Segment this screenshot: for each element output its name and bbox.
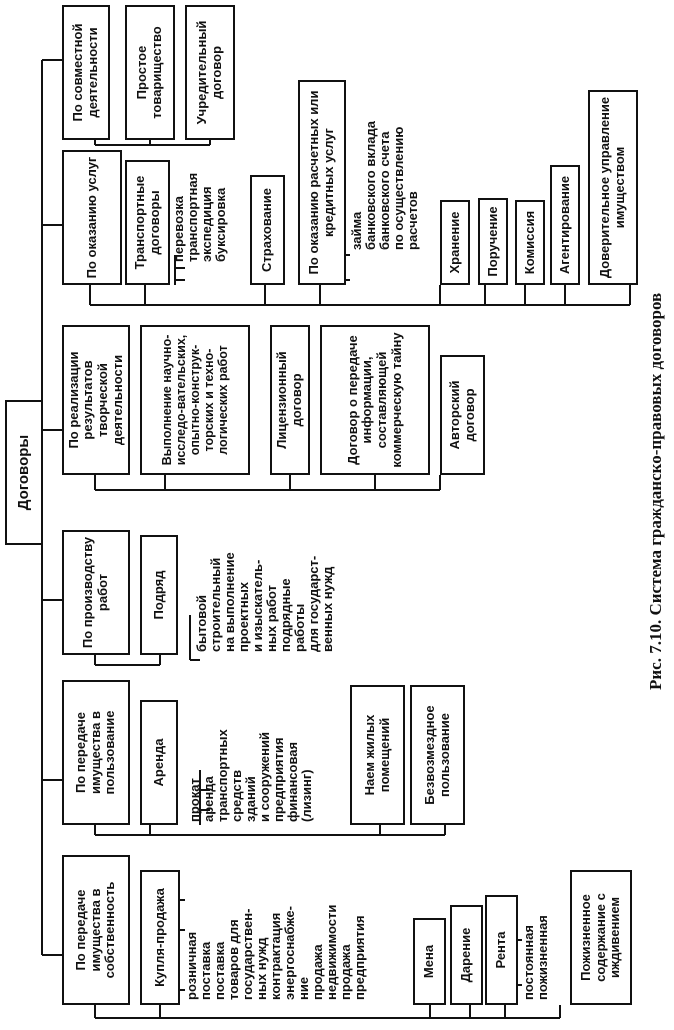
mena-label: Мена bbox=[421, 944, 437, 979]
info-box bbox=[320, 325, 430, 475]
founding-label: Учредительный договор bbox=[194, 20, 224, 125]
bezvozm-label: Безвозмездное пользование bbox=[421, 705, 452, 805]
darenie-label: Дарение bbox=[458, 927, 474, 983]
naem-box bbox=[350, 685, 405, 825]
group-services-title: По оказанию услуг bbox=[83, 156, 99, 279]
kuplia-items-text: розничная поставка поставка товаров для государствен- ных нужд контрактация энергоснабже- ние продажа недвижимости продажа предприятия bbox=[184, 904, 368, 1000]
transport-label: Транспортные договоры bbox=[131, 175, 162, 270]
storage-label: Хранение bbox=[446, 211, 462, 274]
finance-box bbox=[298, 80, 346, 285]
mena-box bbox=[413, 918, 446, 1005]
transport-items-text: перевозка транспортная экспедиция буксировка bbox=[171, 172, 229, 262]
group-use-title: По передаче имущества в пользование bbox=[73, 710, 118, 795]
group-services-box bbox=[62, 150, 122, 285]
author-box bbox=[440, 355, 485, 475]
transport-items bbox=[172, 152, 250, 262]
commission-label: Комиссия bbox=[521, 210, 537, 275]
root-label: Договоры bbox=[14, 434, 32, 511]
storage-box bbox=[440, 200, 470, 285]
renta-items-text: постоянная пожизненная bbox=[521, 915, 551, 1000]
simple-box bbox=[125, 5, 175, 140]
kuplia-label: Купля-продажа bbox=[151, 888, 167, 987]
podriad-items-text: бытовой строительный на выполнение проектных и изыскатель- ных работ подрядные работы для государст- венных нужд bbox=[194, 552, 336, 652]
renta-label: Рента bbox=[493, 931, 509, 969]
group-creative-title: По реализации результатов творческой деятельности bbox=[65, 351, 125, 449]
renta-box bbox=[485, 895, 518, 1005]
arenda-box bbox=[140, 700, 178, 825]
transport-box bbox=[125, 160, 170, 285]
author-label: Авторский договор bbox=[446, 380, 477, 450]
podriad-items bbox=[195, 530, 365, 652]
niokr-box bbox=[140, 325, 250, 475]
license-box bbox=[270, 325, 310, 475]
agency-box bbox=[550, 165, 580, 285]
pozhizn-label: Пожизненное содержание с иждивением bbox=[578, 893, 623, 982]
group-works-title: По производству работ bbox=[80, 536, 110, 649]
root-box bbox=[5, 400, 43, 545]
commission-box bbox=[515, 200, 545, 285]
renta-items bbox=[522, 885, 558, 1000]
group-joint-box bbox=[62, 5, 110, 140]
insurance-label: Страхование bbox=[259, 188, 275, 272]
group-ownership-box bbox=[62, 855, 130, 1005]
trust-box bbox=[588, 90, 638, 285]
group-use-box bbox=[62, 680, 130, 825]
simple-label: Простое товарищество bbox=[134, 26, 164, 119]
group-ownership-title: По передаче имущества в собственность bbox=[73, 881, 118, 979]
podriad-box bbox=[140, 535, 178, 655]
trust-label: Доверительное управление имуществом bbox=[597, 96, 627, 279]
order-box bbox=[478, 198, 508, 285]
finance-label: По оказанию расчетных или кредитных услуг bbox=[306, 90, 336, 275]
info-label: Договор о передаче информации, составляющей коммерческую тайну bbox=[344, 332, 404, 468]
group-works-box bbox=[62, 530, 130, 655]
naem-label: Наем жилых помещений bbox=[361, 714, 392, 796]
insurance-box bbox=[250, 175, 285, 285]
arenda-items bbox=[188, 697, 336, 822]
figure-caption: Рис. 7.10. Система гражданско-правовых договоров bbox=[646, 292, 665, 690]
pozhizn-box bbox=[570, 870, 632, 1005]
group-joint-title: По совместной деятельности bbox=[70, 23, 100, 122]
license-label: Лицензионный договор bbox=[274, 351, 304, 449]
niokr-label: Выполнение научно-исследо-вательских, опытно-конструк-торских и техно-логических работ bbox=[160, 334, 230, 466]
agency-label: Агентирование bbox=[556, 175, 572, 275]
founding-box bbox=[185, 5, 235, 140]
group-creative-box bbox=[62, 325, 130, 475]
kuplia-items bbox=[185, 860, 410, 1000]
finance-items bbox=[350, 100, 430, 250]
order-label: Поручение bbox=[484, 206, 500, 277]
bezvozm-box bbox=[410, 685, 465, 825]
kuplia-box bbox=[140, 870, 180, 1005]
podriad-label: Подряд bbox=[150, 570, 166, 620]
arenda-label: Аренда bbox=[150, 738, 166, 787]
arenda-items-text: прокат аренда транспортных средств зданий и сооружений предприятия финансовая (лизинг) bbox=[187, 729, 315, 822]
finance-items-text: займа банковского вклада банковского счета по осуществлению расчетов bbox=[349, 121, 421, 250]
darenie-box bbox=[450, 905, 483, 1005]
